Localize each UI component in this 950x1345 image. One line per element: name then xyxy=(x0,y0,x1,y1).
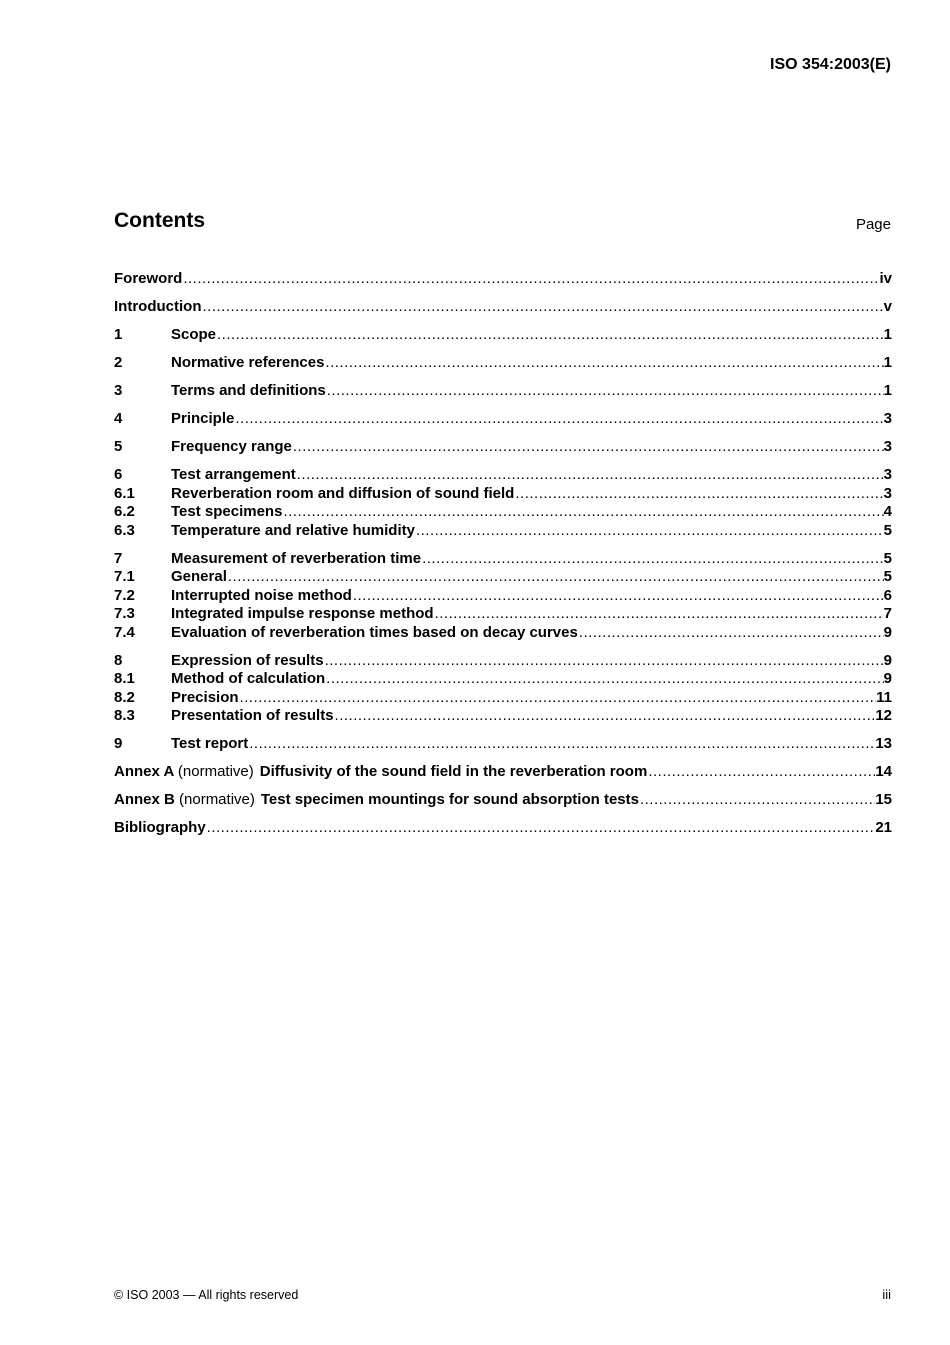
toc-entry-number: 8.3 xyxy=(114,707,135,724)
toc-entry-page: 7 xyxy=(883,605,892,622)
annex-title: Diffusivity of the sound field in the reverberation room xyxy=(259,763,648,780)
toc-leader-dots xyxy=(415,522,884,541)
toc-entry[interactable] xyxy=(114,652,892,671)
toc-entry-title: General xyxy=(171,568,227,585)
toc-entry-number: 7.2 xyxy=(114,586,135,604)
toc-entry-number: 7.3 xyxy=(114,605,135,622)
toc-entry-page: 5 xyxy=(883,549,892,567)
toc-entry[interactable] xyxy=(114,568,892,587)
toc-entry-page: iv xyxy=(879,270,892,287)
annex-type: (normative) xyxy=(179,791,255,808)
toc-entry[interactable] xyxy=(114,485,892,504)
toc-entry-page: 1 xyxy=(883,326,892,343)
toc-entry[interactable] xyxy=(114,466,892,485)
footer-copyright: © ISO 2003 — All rights reserved xyxy=(114,1288,299,1302)
toc-entry-page: 1 xyxy=(883,354,892,371)
toc-leader-dots xyxy=(234,410,883,429)
toc-entry-number: 6 xyxy=(114,466,123,483)
toc-entry-page: 1 xyxy=(883,382,892,399)
toc-entry[interactable] xyxy=(114,270,892,289)
toc-entry-title: Normative references xyxy=(171,354,325,371)
toc-entry-page: 6 xyxy=(883,586,892,604)
bibliography-page: 21 xyxy=(875,819,892,836)
toc-entry[interactable] xyxy=(114,735,892,754)
toc-entry-page: 4 xyxy=(883,503,892,520)
toc-entry-title: Temperature and relative humidity xyxy=(171,521,415,539)
toc-entry[interactable] xyxy=(114,605,892,624)
toc-bibliography-entry[interactable] xyxy=(114,819,892,838)
annex-type: (normative) xyxy=(177,763,254,780)
annex-label xyxy=(114,763,254,782)
toc-entry-title: Terms and definitions xyxy=(171,382,326,399)
annex-title: Test specimen mountings for sound absorption tests xyxy=(260,791,639,808)
toc-leader-dots xyxy=(647,763,875,782)
toc-entry-page: 12 xyxy=(875,707,892,724)
footer-page-number: iii xyxy=(882,1287,891,1302)
toc-entry[interactable] xyxy=(114,382,892,401)
toc-entry[interactable] xyxy=(114,326,892,345)
toc-entry-title: Introduction xyxy=(114,298,202,315)
toc-entry-number: 5 xyxy=(114,438,123,455)
toc-entry-page: 11 xyxy=(876,688,892,706)
annex-letter: Annex A xyxy=(114,763,174,780)
toc-leader-dots xyxy=(421,550,884,569)
toc-leader-dots xyxy=(325,670,883,689)
toc-entry-page: 3 xyxy=(883,410,892,427)
toc-annex-entry[interactable] xyxy=(114,763,892,782)
toc-entry-title: Test report xyxy=(171,735,249,752)
toc-entry[interactable] xyxy=(114,354,892,373)
toc-entry-page: 13 xyxy=(875,735,892,752)
toc-entry-title: Precision xyxy=(171,688,239,706)
toc-entry-title: Foreword xyxy=(114,270,183,287)
toc-entry-number: 8.1 xyxy=(114,670,135,687)
toc-entry-number: 7.4 xyxy=(114,623,135,641)
annex-page: 14 xyxy=(875,763,892,780)
annex-letter: Annex B xyxy=(114,791,175,808)
toc-entry-title: Measurement of reverberation time xyxy=(171,549,422,567)
toc-leader-dots xyxy=(296,466,884,485)
toc-entry-title: Method of calculation xyxy=(171,670,326,687)
toc-entry-page: 9 xyxy=(883,670,892,687)
toc-entry[interactable] xyxy=(114,670,892,689)
toc-entry-title: Integrated impulse response method xyxy=(171,605,434,622)
contents-title: Contents xyxy=(114,209,205,232)
toc-leader-dots xyxy=(324,354,883,373)
toc-entry[interactable] xyxy=(114,522,892,541)
toc-leader-dots xyxy=(216,326,884,345)
toc-entry[interactable] xyxy=(114,503,892,522)
toc-entry-page: v xyxy=(883,298,892,315)
document-id: ISO 354:2003(E) xyxy=(770,56,891,73)
toc-entry-page: 9 xyxy=(883,623,892,641)
toc-entry-number: 2 xyxy=(114,354,123,371)
toc-leader-dots xyxy=(639,791,875,810)
toc-annex-entry[interactable] xyxy=(114,791,892,810)
toc-leader-dots xyxy=(201,298,883,317)
bibliography-title: Bibliography xyxy=(114,819,206,836)
annex-label xyxy=(114,791,255,810)
toc-entry[interactable] xyxy=(114,550,892,569)
toc-entry-title: Interrupted noise method xyxy=(171,586,352,604)
toc-entry-page: 9 xyxy=(883,651,892,669)
toc-entry-title: Principle xyxy=(171,410,235,427)
toc-entry[interactable] xyxy=(114,624,892,643)
toc-leader-dots xyxy=(248,735,875,754)
toc-entry-title: Expression of results xyxy=(171,651,324,669)
toc-entry-title: Presentation of results xyxy=(171,707,334,724)
toc-entry-number: 1 xyxy=(114,326,123,343)
toc-entry-number: 7.1 xyxy=(114,568,135,585)
toc-entry[interactable] xyxy=(114,587,892,606)
toc-entry-title: Test arrangement xyxy=(171,466,296,483)
toc-entry-number: 6.1 xyxy=(114,484,135,502)
toc-leader-dots xyxy=(292,438,884,457)
toc-entry-title: Reverberation room and diffusion of sound field xyxy=(171,484,515,502)
toc-entry-number: 8.2 xyxy=(114,688,135,706)
toc-entry-number: 6.2 xyxy=(114,503,135,520)
toc-entry-page: 3 xyxy=(883,438,892,455)
toc-entry-number: 3 xyxy=(114,382,123,399)
toc-leader-dots xyxy=(324,652,884,671)
toc-entry-number: 4 xyxy=(114,410,123,427)
toc-entry-number: 6.3 xyxy=(114,521,135,539)
toc-entry-page: 3 xyxy=(883,466,892,483)
toc-leader-dots xyxy=(206,819,876,838)
toc-leader-dots xyxy=(182,270,879,289)
toc-leader-dots xyxy=(227,568,884,587)
toc-leader-dots xyxy=(334,707,876,726)
page-column-label: Page xyxy=(855,216,891,233)
toc-entry-page: 3 xyxy=(883,484,892,502)
toc-entry-title: Evaluation of reverberation times based on decay curves xyxy=(171,623,578,641)
toc-leader-dots xyxy=(282,503,883,522)
toc-entry[interactable] xyxy=(114,707,892,726)
toc-entry-page: 5 xyxy=(883,521,892,539)
toc-leader-dots xyxy=(239,689,877,708)
toc-leader-dots xyxy=(352,587,884,606)
toc-entry-number: 7 xyxy=(114,549,123,567)
toc-leader-dots xyxy=(434,605,884,624)
toc-leader-dots xyxy=(514,485,883,504)
toc-entry[interactable] xyxy=(114,689,892,708)
annex-page: 15 xyxy=(875,791,892,808)
toc-entry-number: 8 xyxy=(114,651,123,669)
toc-entry[interactable] xyxy=(114,438,892,457)
table-of-contents xyxy=(114,270,892,838)
toc-entry[interactable] xyxy=(114,410,892,429)
toc-leader-dots xyxy=(578,624,884,643)
toc-entry[interactable] xyxy=(114,298,892,317)
toc-entry-title: Test specimens xyxy=(171,503,283,520)
toc-entry-page: 5 xyxy=(883,568,892,585)
toc-entry-title: Scope xyxy=(171,326,217,343)
toc-entry-number: 9 xyxy=(114,735,123,752)
toc-leader-dots xyxy=(326,382,884,401)
toc-entry-title: Frequency range xyxy=(171,438,292,455)
